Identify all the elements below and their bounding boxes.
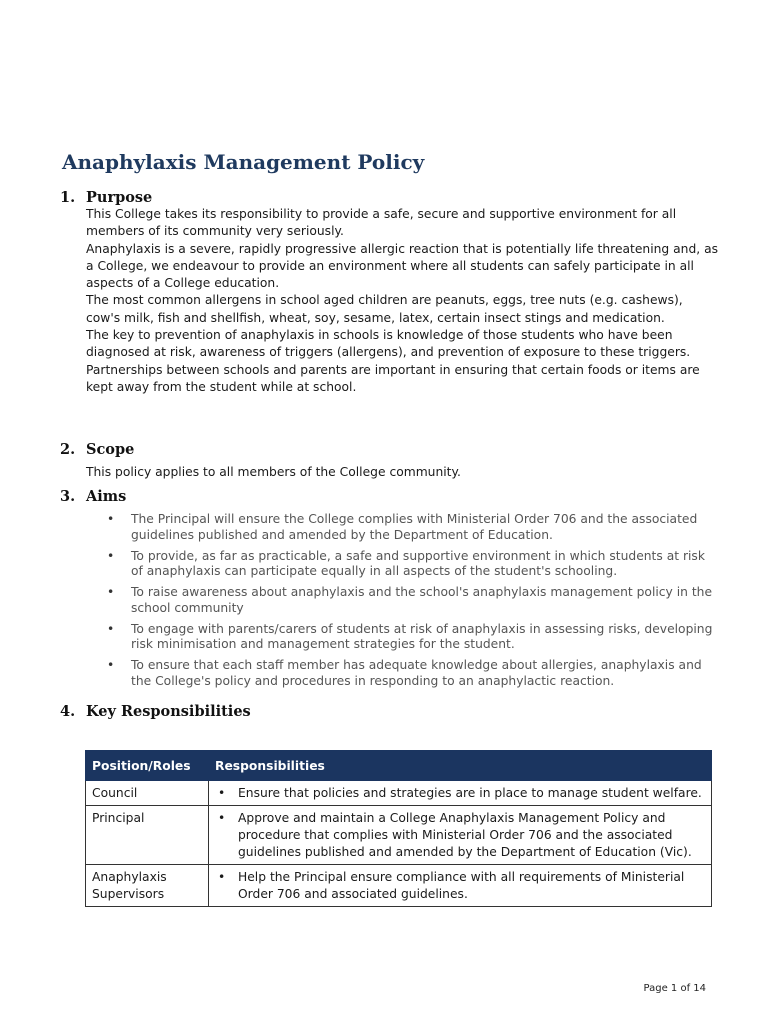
section-number: 1.	[60, 189, 76, 206]
role-cell: Council	[86, 781, 209, 806]
section-responsibilities	[60, 703, 720, 720]
responsibility-cell	[209, 781, 712, 806]
aim-text: To engage with parents/carers of students at risk of anaphylaxis in assessing risks, developing risk minimisation and management strategies for the student.	[131, 621, 713, 651]
bullet-icon: •	[107, 512, 115, 526]
list-item	[60, 658, 720, 689]
responsibility-text: Approve and maintain a College Anaphylaxis Management Policy and procedure that complies with Ministerial Order 706 and the associated guidelines published and amended by the Department of Education (Vic).	[238, 811, 692, 859]
column-header-position: Position/Roles	[86, 751, 209, 781]
role-cell: Principal	[86, 806, 209, 865]
purpose-paragraph: The key to prevention of anaphylaxis in schools is knowledge of those students who have been diagnosed at risk, awareness of triggers (allergens), and prevention of exposure to these triggers. Partnerships between schools and parents are important in ensuring that certain foods or items are kept away from the student while at school.	[86, 328, 700, 394]
section-title: Scope	[86, 441, 135, 458]
aim-text: To raise awareness about anaphylaxis and the school's anaphylaxis management policy in the school community	[131, 585, 713, 615]
bullet-icon: •	[218, 870, 226, 884]
scope-text: This policy applies to all members of the College community.	[86, 465, 461, 479]
page-number: Page 1 of 14	[643, 983, 706, 994]
section-heading-purpose	[60, 189, 720, 206]
section-number: 2.	[60, 441, 76, 458]
section-number: 3.	[60, 488, 76, 505]
table-row	[86, 781, 712, 806]
bullet-icon: •	[107, 548, 115, 563]
role-cell: Anaphylaxis Supervisors	[86, 865, 209, 907]
section-title: Key Responsibilities	[86, 703, 251, 720]
responsibility-text: Help the Principal ensure compliance with all requirements of Ministerial Order 706 and associated guidelines.	[238, 870, 685, 901]
section-scope	[60, 441, 720, 481]
responsibility-text: Ensure that policies and strategies are in place to manage student welfare.	[238, 786, 702, 800]
section-heading-responsibilities	[60, 703, 720, 720]
section-title: Aims	[86, 488, 127, 505]
section-title: Purpose	[86, 189, 153, 206]
aim-text: To ensure that each staff member has adequate knowledge about allergies, anaphylaxis and the College's policy and procedures in responding to an anaphylactic reaction.	[131, 658, 702, 688]
section-aims	[60, 488, 720, 695]
responsibilities-table	[85, 750, 712, 907]
bullet-icon: •	[218, 811, 226, 825]
table-row	[86, 806, 712, 865]
page-title: Anaphylaxis Management Policy	[62, 150, 425, 174]
section-heading-scope	[60, 441, 720, 458]
section-heading-aims	[60, 488, 720, 505]
aims-list	[60, 512, 720, 689]
bullet-icon: •	[218, 786, 226, 800]
column-header-responsibilities: Responsibilities	[209, 751, 712, 781]
list-item	[60, 622, 720, 653]
bullet-icon: •	[107, 621, 115, 636]
purpose-paragraph: Anaphylaxis is a severe, rapidly progressive allergic reaction that is potentially life threatening and, as a College, we endeavour to provide an environment where all students can safely participate in all aspects of a College education.	[86, 241, 719, 291]
list-item	[60, 585, 720, 616]
section-number: 4.	[60, 703, 76, 720]
aim-text: To provide, as far as practicable, a safe and supportive environment in which students at risk of anaphylaxis can participate equally in all aspects of the student's schooling.	[131, 548, 705, 578]
list-item	[60, 512, 720, 543]
table-header-row	[86, 751, 712, 781]
responsibility-cell	[209, 865, 712, 907]
bullet-icon: •	[107, 585, 115, 599]
section-purpose	[60, 189, 720, 396]
purpose-paragraph: This College takes its responsibility to provide a safe, secure and supportive environment for all members of its community very seriously.	[86, 207, 677, 239]
purpose-paragraph: The most common allergens in school aged children are peanuts, eggs, tree nuts (e.g. cashews), cow's milk, fish and shellfish, wheat, soy, sesame, latex, certain insect stings and medication.	[86, 293, 683, 325]
bullet-icon: •	[107, 658, 115, 672]
list-item	[60, 549, 720, 580]
responsibility-cell	[209, 806, 712, 865]
table-row	[86, 865, 712, 907]
aim-text: The Principal will ensure the College complies with Ministerial Order 706 and the associated guidelines published and amended by the Department of Education.	[131, 512, 698, 542]
